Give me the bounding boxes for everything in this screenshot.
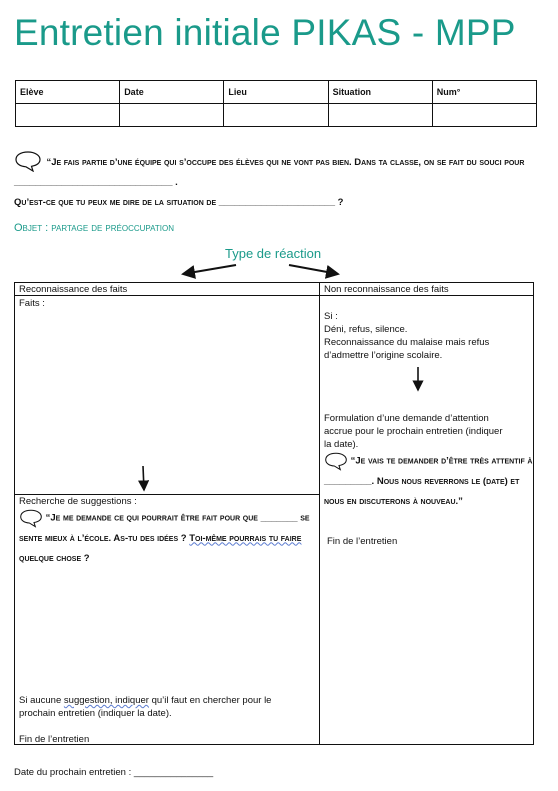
table-header-row xyxy=(16,81,537,104)
header-situation: Situation xyxy=(328,81,432,104)
faits-label: Faits : xyxy=(19,298,45,309)
question-1-text: “Je fais partie d’une équipe qui s’occupe des élèves qui ne vont pas bien. Dans ta classe, on se fait du souci pour xyxy=(46,157,525,169)
speech-bubble-icon xyxy=(14,150,42,172)
suggestion-quote-line-3: quelque chose ? xyxy=(19,552,90,564)
left-end-label: Fin de l’entretien xyxy=(19,734,90,745)
right-end-label: Fin de l’entretien xyxy=(327,536,398,547)
cell-num[interactable] xyxy=(432,104,536,127)
no-suggestion-text-a: Si aucune xyxy=(19,695,64,706)
header-date: Date xyxy=(120,81,224,104)
speech-bubble-icon xyxy=(324,451,348,471)
header-eleve: Elève xyxy=(16,81,120,104)
arrow-left-icon xyxy=(183,265,236,274)
page-title: Entretien initiale PIKAS - MPP xyxy=(14,12,516,53)
no-suggestion-text-c: qu’il faut en chercher pour le xyxy=(148,695,272,706)
right-column-header: Non reconnaissance des faits xyxy=(319,283,533,296)
suggestions-label: Recherche de suggestions : xyxy=(19,496,137,507)
objet-label: Objet : partage de préoccupation xyxy=(14,222,175,234)
speech-bubble-icon xyxy=(19,508,43,528)
question-1-blank: ______________________________ . xyxy=(14,177,178,189)
suggestion-quote xyxy=(19,508,315,569)
suggestion-quote-line-2b: Toi-même pourrais tu faire xyxy=(189,532,302,544)
next-meeting-date: Date du prochain entretien : _______________ xyxy=(14,767,214,778)
cell-lieu[interactable] xyxy=(224,104,328,127)
attention-quote-line-1: “Je vais te demander d’être très attentif à xyxy=(350,455,533,467)
formulation-line-1: Formulation d’une demande d’attention xyxy=(324,413,489,424)
no-suggestion-text-b: suggestion, indiquer xyxy=(63,695,149,706)
formulation-line-2: accrue pour le prochain entretien (indiquer xyxy=(324,426,503,437)
reaction-grid xyxy=(14,282,534,745)
no-suggestion-text-d: prochain entretien (indiquer la date). xyxy=(19,708,172,719)
condition-line-3: d’admettre l’origine scolaire. xyxy=(324,350,443,361)
condition-line-2: Reconnaissance du malaise mais refus xyxy=(324,337,490,348)
suggestion-quote-line-2a: sente mieux à l’école. As-tu des idées ? xyxy=(19,532,190,544)
formulation-text xyxy=(324,412,530,451)
arrow-right-icon xyxy=(289,265,338,274)
question-1 xyxy=(14,150,539,192)
question-2: Qu’est-ce que tu peux me dire de la situation de ______________________ ? xyxy=(14,197,344,208)
cell-date[interactable] xyxy=(120,104,224,127)
header-num: Num° xyxy=(432,81,536,104)
suggestion-quote-line-1: “Je me demande ce qui pourrait être fait pour que _______ se xyxy=(45,512,310,524)
attention-quote-line-2: _________. Nous nous reverrons le (date) et xyxy=(324,475,520,487)
right-conditions xyxy=(324,310,530,362)
cell-situation[interactable] xyxy=(328,104,432,127)
no-suggestion-note xyxy=(19,694,315,720)
header-lieu: Lieu xyxy=(224,81,328,104)
si-label: Si : xyxy=(324,311,338,322)
condition-line-1: Déni, refus, silence. xyxy=(324,324,408,335)
student-info-table xyxy=(15,80,537,127)
left-column-header: Reconnaissance des faits xyxy=(15,283,319,296)
reaction-type-label: Type de réaction xyxy=(225,246,322,261)
table-value-row xyxy=(16,104,537,127)
attention-quote-line-3: nous en discuterons à nouveau.” xyxy=(324,495,463,507)
formulation-line-3: la date). xyxy=(324,439,359,450)
column-divider xyxy=(319,283,320,744)
attention-quote xyxy=(324,451,534,512)
cell-eleve[interactable] xyxy=(16,104,120,127)
